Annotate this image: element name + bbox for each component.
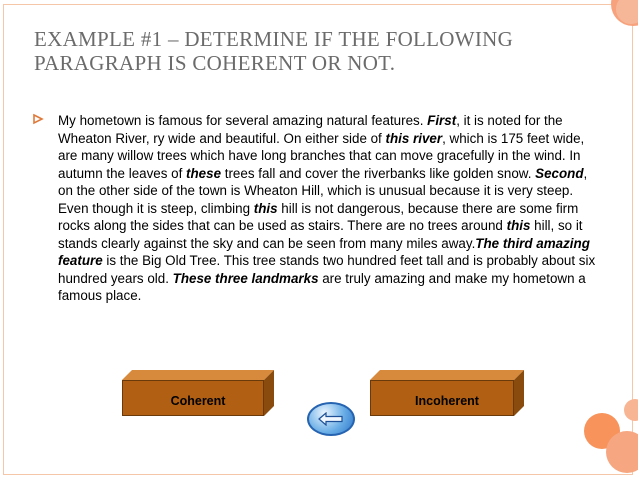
button-top-face <box>370 370 524 380</box>
emphasis-text: These three landmarks <box>172 270 319 286</box>
bullet-arrow-icon <box>32 112 46 129</box>
emphasis-text: The third amazing feature <box>58 235 590 268</box>
back-button[interactable] <box>307 402 355 436</box>
paragraph-segment: , which is 175 feet wide, are many willow trees which have long branches that can move gracefully in the wind. In autumn the leaves of <box>58 130 585 181</box>
emphasis-text: this river <box>385 130 443 146</box>
paragraph-segment: is the Big Old Tree. This tree stands two hundred feet tall and is probably about six hundred years old. <box>58 253 596 286</box>
paragraph-segment: My hometown is famous for several amazing natural features. <box>58 113 428 128</box>
incoherent-label: Incoherent <box>415 394 479 408</box>
paragraph-segment: , it is noted for the Wheaton River, ry wide and beautiful. On either side of <box>58 113 563 146</box>
emphasis-text: this <box>253 200 278 216</box>
paragraph-segment: hill is not dangerous, because there are some firm rocks along the sides that can be used as stairs. There are no trees around <box>58 200 579 233</box>
paragraph-text <box>58 112 598 305</box>
emphasis-text: this <box>506 218 531 233</box>
paragraph-segment: trees fall and cover the riverbanks like golden snow. <box>221 165 536 181</box>
emphasis-text: First <box>427 113 457 128</box>
incoherent-button[interactable] <box>370 370 524 416</box>
emphasis-text: Second <box>535 165 584 181</box>
paragraph-segment: hill, so it stands clearly against the sky and can be seen from many miles away. <box>58 218 583 251</box>
button-top-face <box>122 370 274 380</box>
coherent-button[interactable] <box>122 370 274 416</box>
back-arrow-icon <box>318 412 344 426</box>
paragraph-segment: , on the other side of the town is Wheaton Hill, which is unusual because it is very steep. Even though it is steep, climbing <box>58 165 588 216</box>
paragraph-segment: are truly amazing and make my hometown a famous place. <box>58 270 586 303</box>
coherent-label: Coherent <box>170 394 226 408</box>
emphasis-text: these <box>186 165 222 181</box>
slide-title: EXAMPLE #1 – DETERMINE IF THE FOLLOWING PARAGRAPH IS COHERENT OR NOT. <box>34 27 514 75</box>
